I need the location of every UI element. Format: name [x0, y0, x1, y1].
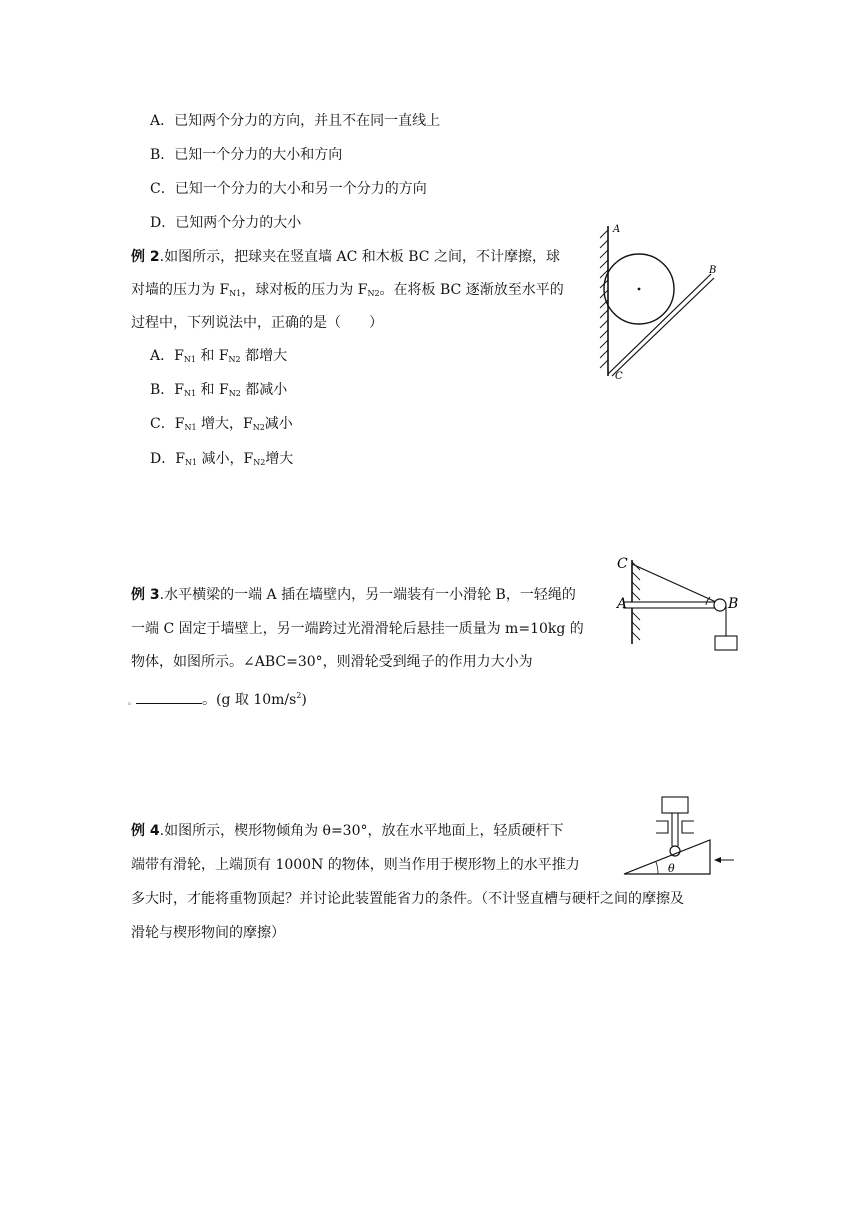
subscript: N2 [253, 458, 266, 467]
board-edge-2 [612, 278, 714, 376]
ex4-text-1: .如图所示，楔形物倾角为 θ=30°，放在水平地面上，轻质硬杆下 [159, 823, 564, 839]
beam [624, 602, 720, 608]
subscript: N2 [252, 423, 265, 432]
rope-to-wall [632, 564, 716, 602]
ex3-label: 例 3 [131, 587, 160, 603]
label-a: A [613, 224, 621, 235]
ex3-line-2: 一端 C 固定于墙壁上，另一端跨过光滑滑轮后悬挂一质量为 m=10kg 的 [131, 621, 584, 637]
label-b: B [728, 596, 739, 612]
guide-slot [656, 821, 694, 833]
subscript: N1 [183, 355, 196, 364]
ex2-text-2a: 对墙的压力为 F [131, 282, 230, 298]
wall-hatching [632, 562, 640, 640]
subscript: N1 [184, 458, 198, 467]
ex2-text-2c: 。在将板 BC 逐渐放至水平的 [379, 282, 564, 298]
ex2-line-2 [131, 280, 564, 304]
q1-option-c: C．已知一个分力的大小和另一个分力的方向 [150, 181, 427, 197]
ex3-text-4-pre: 。 [128, 697, 136, 706]
ex3-line-1 [131, 585, 576, 605]
label-a: A [617, 596, 628, 612]
subscript: N2 [228, 389, 241, 398]
label-theta: θ [668, 862, 675, 875]
option-text: C．F [150, 416, 185, 432]
hanging-mass [715, 636, 737, 650]
ex3-figure [612, 552, 748, 656]
ex2-line-1 [131, 247, 560, 267]
ex2-option-b [150, 380, 287, 404]
subscript: N1 [184, 389, 197, 398]
ex3-text-1: .水平横梁的一端 A 插在墙壁内，另一端装有一小滑轮 B，一轻绳的 [159, 587, 576, 603]
option-text: 和 F [196, 382, 229, 398]
option-text: 增大 [265, 451, 294, 467]
ex2-label: 例 2 [131, 249, 160, 265]
option-text: 减小 [264, 416, 293, 432]
ex2-option-d [150, 449, 293, 473]
option-text: 都减小 [240, 382, 288, 398]
label-c: C [617, 556, 628, 572]
ex4-line-2: 端带有滑轮，上端顶有 1000N 的物体，则当作用于楔形物上的水平推力 [131, 857, 580, 873]
ex3-line-4 [128, 686, 307, 712]
subscript: N1 [229, 289, 242, 298]
ex2-option-a [150, 346, 287, 370]
subscript: N1 [184, 423, 197, 432]
ex4-line-4: 滑轮与楔形物间的摩擦） [131, 925, 285, 941]
pulley [714, 599, 726, 611]
ex2-text-1: .如图所示，把球夹在竖直墙 AC 和木板 BC 之间，不计摩擦，球 [159, 249, 560, 265]
q1-option-d: D．已知两个分力的大小 [150, 215, 302, 231]
option-text: 增大，F [196, 416, 253, 432]
subscript: N2 [228, 355, 241, 364]
ex4-line-1 [131, 821, 564, 841]
q1-option-b: B．已知一个分力的大小和方向 [150, 147, 343, 163]
label-b: B [709, 265, 717, 276]
superscript: 2 [296, 691, 302, 700]
label-c: C [615, 371, 623, 382]
ex4-figure [618, 790, 742, 884]
ball-center [638, 288, 641, 291]
ex2-option-c [150, 414, 293, 438]
option-text: 减小，F [197, 451, 254, 467]
option-text: B．F [150, 382, 185, 398]
ex3-text-4-end: ) [301, 692, 307, 708]
ex2-text-2b: ，球对板的压力为 F [241, 282, 368, 298]
ex3-line-3: 物体，如图所示。∠ABC=30°，则滑轮受到绳子的作用力大小为 [131, 654, 533, 670]
weight-block [662, 797, 688, 813]
answer-blank[interactable] [136, 689, 202, 704]
roller [670, 846, 680, 856]
option-text: D．F [150, 451, 185, 467]
option-text: 和 F [195, 348, 229, 364]
q1-option-a: A．已知两个分力的方向，并且不在同一直线上 [150, 113, 441, 129]
board-edge-1 [608, 274, 711, 374]
ex2-figure [590, 216, 722, 386]
option-text: 都增大 [240, 348, 288, 364]
ex3-text-4: 。(g 取 10m/s [202, 692, 297, 708]
subscript: N2 [367, 289, 380, 298]
theta-arc [656, 862, 658, 874]
wedge [624, 840, 710, 874]
ex2-line-3: 过程中，下列说法中，正确的是（ ） [131, 315, 383, 331]
option-text: A．F [150, 348, 184, 364]
wall-hatching [600, 230, 608, 368]
push-arrow-head [714, 857, 721, 863]
ex4-line-3: 多大时，才能将重物顶起？并讨论此装置能省力的条件。（不计竖直槽与硬杆之间的摩擦及 [131, 891, 684, 907]
ex4-label: 例 4 [131, 823, 160, 839]
